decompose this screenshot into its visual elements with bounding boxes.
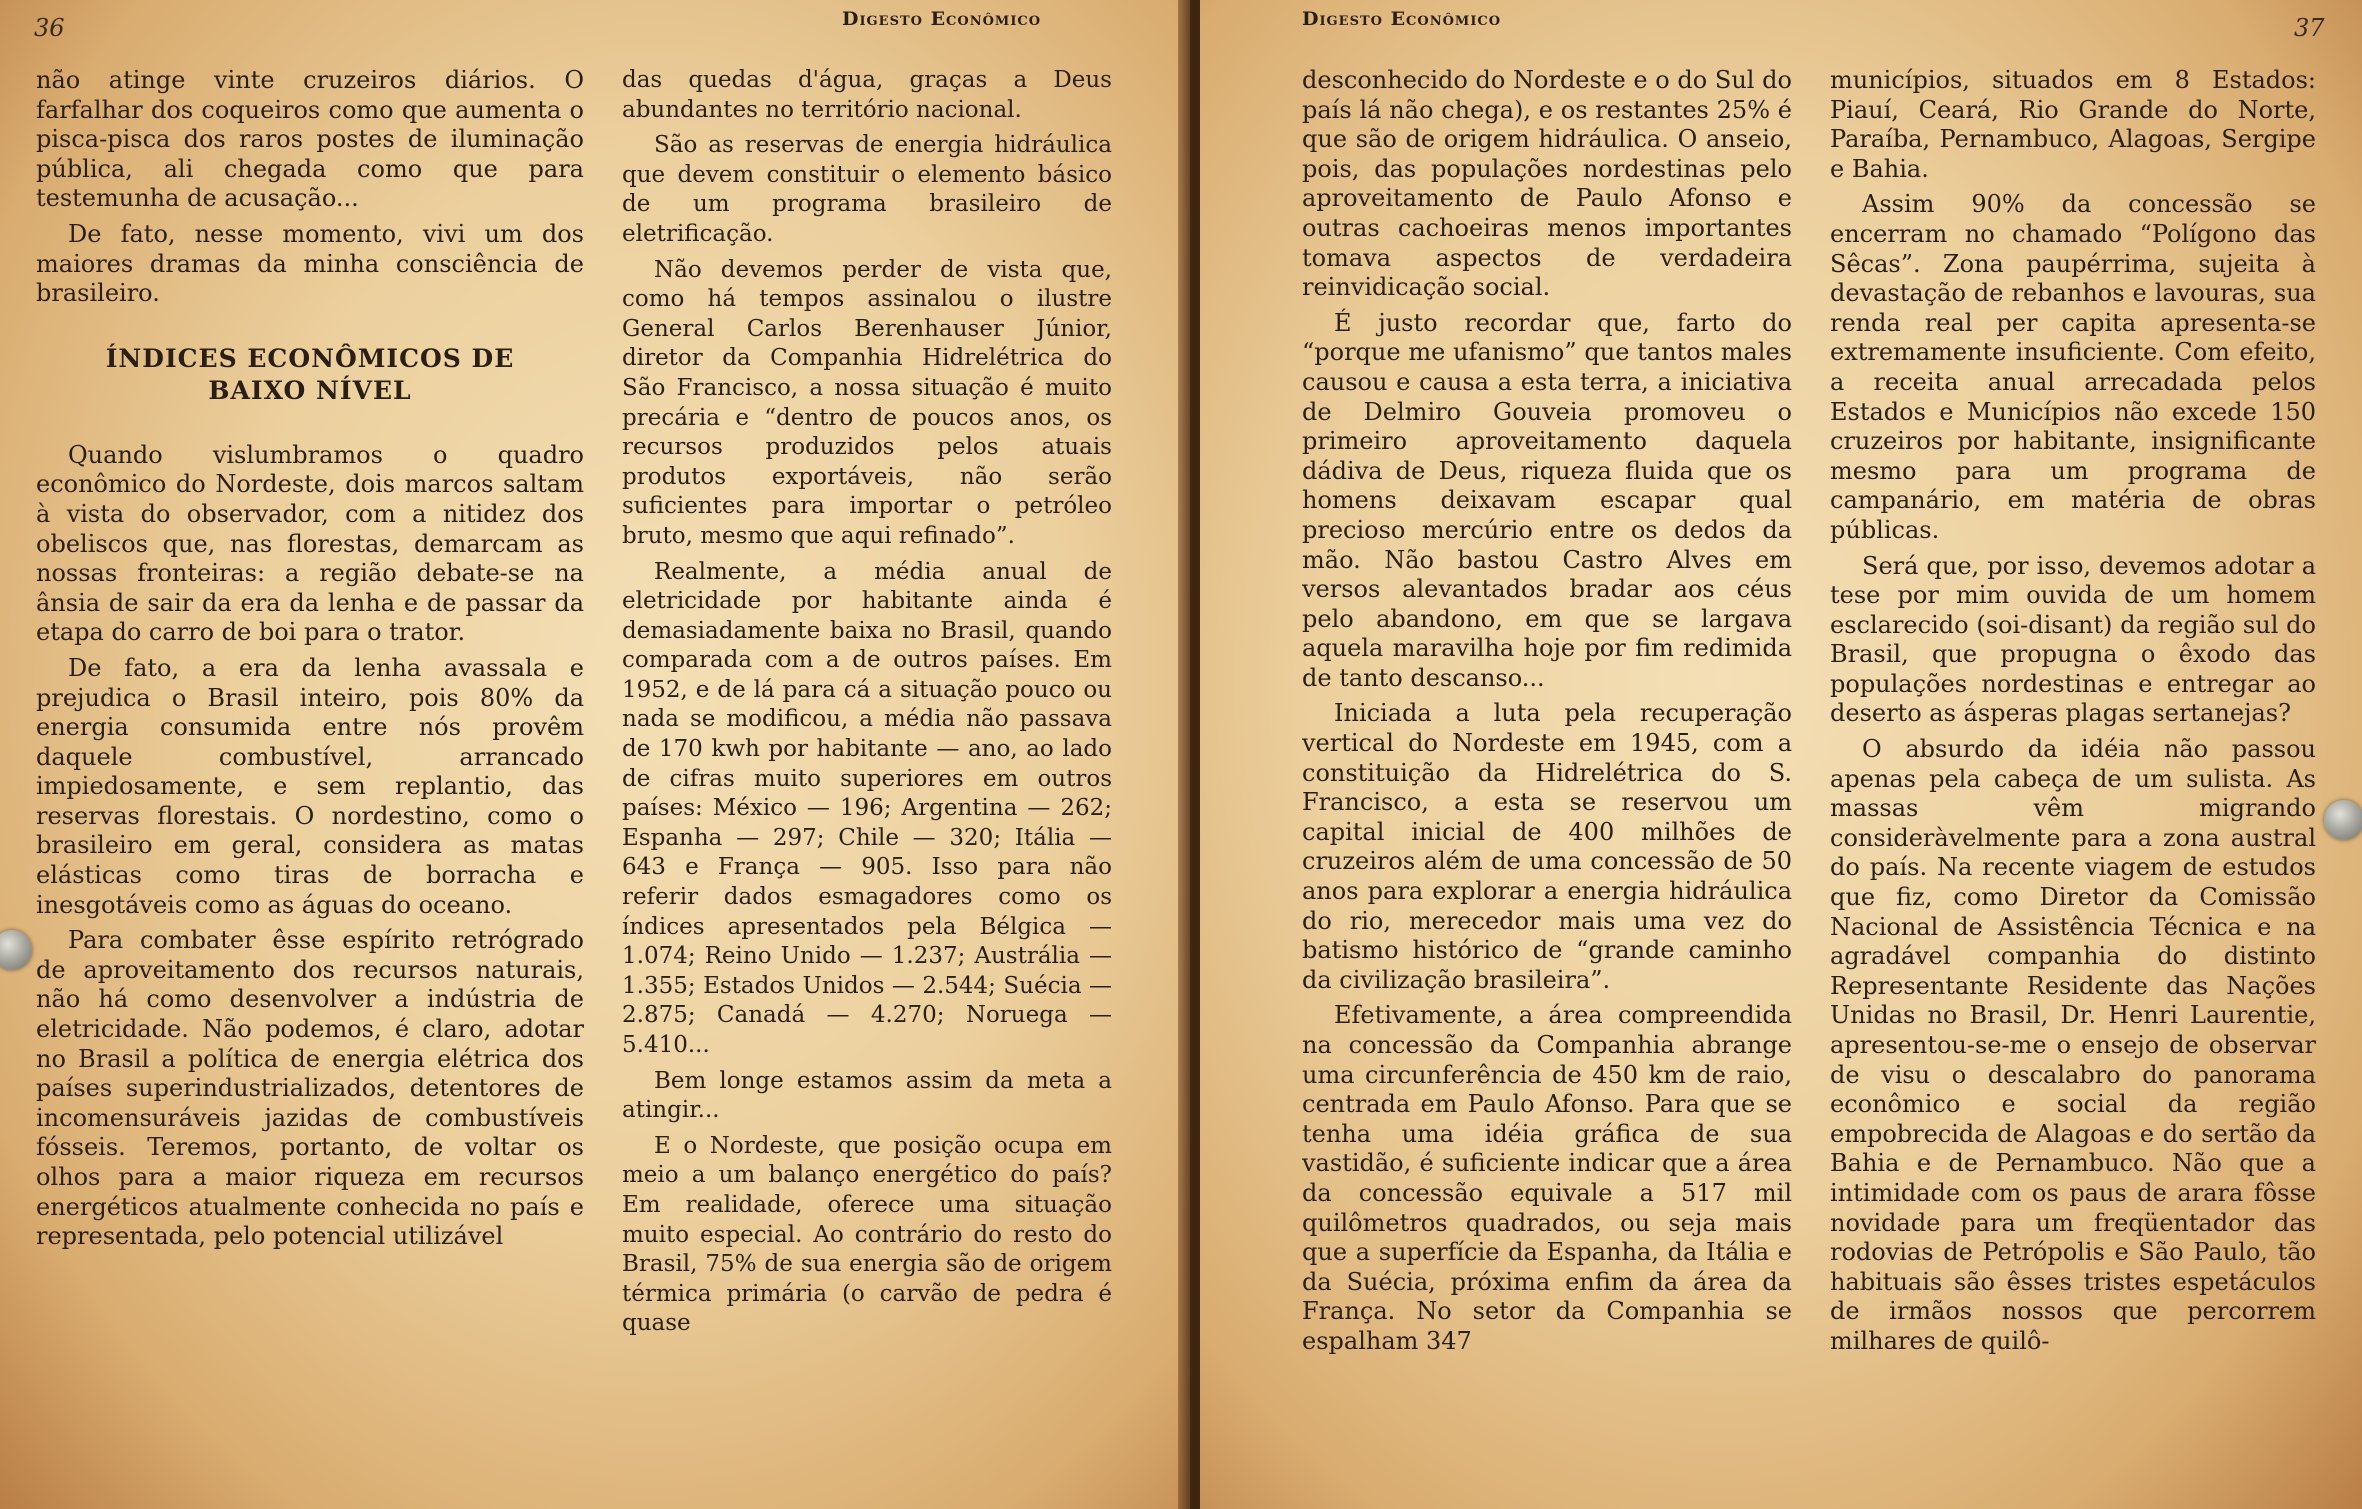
paragraph: É justo recordar que, farto do “porque me ufanismo” que tantos males causou e causa a esta terra, a iniciativa de Delmiro Gouveia promoveu o primeiro aproveitamento daquela dádiva de Deus, riqueza fluida que os homens deixavam escapar qual precioso mercúrio entre os dedos da mão. Não bastou Castro Alves em versos alevantados bradar aos céus pelo abandono, em que se largava aquela maravilha hoje por fim redimida de tanto descanso... (1302, 308, 1792, 692)
text-column-1 (36, 66, 584, 1258)
running-header: Digesto Econômico (1302, 8, 1502, 30)
text-column-1 (1302, 66, 1792, 1363)
paragraph: E o Nordeste, que posição ocupa em meio a um balanço energético do país? Em realidade, oferece uma situação muito especial. Ao contrário do resto do Brasil, 75% de sua energia são de origem térmica primária (o carvão de pedra é quase (622, 1132, 1112, 1337)
paragraph: municípios, situados em 8 Estados: Piauí, Ceará, Rio Grande do Norte, Paraíba, Pernambuco, Alagoas, Sergipe e Bahia. (1830, 66, 2316, 183)
staple-icon (0, 930, 32, 970)
paragraph: desconhecido do Nordeste e o do Sul do país lá não chega), e os restantes 25% é que são de origem hidráulica. O anseio, pois, das populações nordestinas pelo aproveitamento de Paulo Afonso e outras cachoeiras menos importantes tomava aspectos de verdadeira reinvidicação social. (1302, 66, 1792, 302)
text-column-2 (622, 66, 1112, 1345)
paragraph: De fato, a era da lenha avassala e prejudica o Brasil inteiro, pois 80% da energia consumida entre nós provêm daquele combustível, arrancado impiedosamente, e sem replantio, das reservas florestais. O nordestino, como o brasileiro em geral, considera as matas elásticas como tiras de borracha e inesgotáveis como as águas do oceano. (36, 653, 584, 919)
page-number: 36 (34, 14, 65, 42)
paragraph: Iniciada a luta pela recuperação vertical do Nordeste em 1945, com a constituição da Hidrelétrica do S. Francisco, a esta se reservou um capital inicial de 400 milhões de cruzeiros além de uma concessão de 50 anos para explorar a energia hidráulica do rio, merecedor mais uma vez do batismo histórico de “grande caminho da civilização brasileira”. (1302, 699, 1792, 994)
paragraph: Bem longe estamos assim da meta a atingir... (622, 1067, 1112, 1124)
section-heading (36, 343, 584, 407)
staple-icon (2324, 800, 2362, 840)
paragraph: Quando vislumbramos o quadro econômico do Nordeste, dois marcos saltam à vista do observador, com a nitidez dos obeliscos que, nas florestas, demarcam as nossas fronteiras: a região debate-se na ânsia de sair da era da lenha e de passar da etapa do carro de boi para o trator. (36, 440, 584, 647)
paragraph: Assim 90% da concessão se encerram no chamado “Polígono das Sêcas”. Zona paupérrima, sujeita à devastação de rebanhos e lavouras, sua renda real per capita apresenta-se extremamente insuficiente. Com efeito, a receita anual arrecadada pelos Estados e Municípios não excede 150 cruzeiros por habitante, insignificante mesmo para um programa de campanário, em matéria de obras públicas. (1830, 190, 2316, 544)
right-page (1200, 0, 2362, 1509)
paragraph: De fato, nesse momento, vivi um dos maiores dramas da minha consciência de brasileiro. (36, 219, 584, 308)
paragraph: Será que, por isso, devemos adotar a tese por mim ouvida de um homem esclarecido (soi-disant) da região sul do Brasil, que propugna o êxodo das populações nordestinas e entregar ao deserto as ásperas plagas sertanejas? (1830, 551, 2316, 728)
running-header: Digesto Econômico (842, 8, 1042, 30)
paragraph: Realmente, a média anual de eletricidade por habitante ainda é demasiadamente baixa no Brasil, quando comparada com a de outros países. Em 1952, e de lá para cá a situação pouco ou nada se modificou, a média não passava de 170 kwh por habitante — ano, ao lado de cifras muito superiores em outros países: México — 196; Argentina — 262; Espanha — 297; Chile — 320; Itália — 643 e França — 905. Isso para não referir dados esmagadores como os índices apresentados pela Bélgica — 1.074; Reino Unido — 1.237; Austrália — 1.355; Estados Unidos — 2.544; Suécia — 2.875; Canadá — 4.270; Noruega — 5.410... (622, 558, 1112, 1058)
paragraph: Não devemos perder de vista que, como há tempos assinalou o ilustre General Carlos Berenhauser Júnior, diretor da Companhia Hidrelétrica do São Francisco, a nossa situação é muito precária e “dentro de poucos anos, os recursos produzidos pelos atuais produtos exportáveis, não serão suficientes para importar o petróleo bruto, mesmo que aqui refinado”. (622, 256, 1112, 549)
paragraph: O absurdo da idéia não passou apenas pela cabeça de um sulista. As massas vêm migrando consideràvelmente para a zona austral do país. Na recente viagem de estudos que fiz, como Diretor da Comissão Nacional de Assistência Técnica e na agradável companhia do distinto Representante Residente das Nações Unidas no Brasil, Dr. Henri Laurentie, apresentou-se-me o ensejo de observar de visu o descalabro do panorama econômico e social da região empobrecida de Alagoas e do sertão da Bahia e de Pernambuco. Não que a intimidade com os paus de arara fôsse novidade para um freqüentador das rodovias de Petrópolis e São Paulo, tão habituais são êsses tristes espetáculos de irmãos nossos que percorrem milhares de quilô- (1830, 735, 2316, 1355)
heading-line: ÍNDICES ECONÔMICOS DE (105, 343, 515, 373)
paragraph: Efetivamente, a área compreendida na concessão da Companhia abrange uma circunferência de 450 km de raio, centrada em Paulo Afonso. Para que se tenha uma idéia gráfica de sua vastidão, é suficiente indicar que a área da concessão equivale a 517 mil quilômetros quadrados, ou seja mais que a superfície da Espanha, da Itália e da Suécia, próxima enfim da área da França. No setor da Companhia se espalham 347 (1302, 1001, 1792, 1355)
paragraph: não atinge vinte cruzeiros diários. O farfalhar dos coqueiros como que aumenta o pisca-pisca dos raros postes de iluminação pública, ali chegada como que para testemunha de acusação... (36, 66, 584, 213)
text-column-2 (1830, 66, 2316, 1363)
paragraph: Para combater êsse espírito retrógrado de aproveitamento dos recursos naturais, não há como desenvolver a indústria de eletricidade. Não podemos, é claro, adotar no Brasil a política de energia elétrica dos países superindustrializados, detentores de incomensuráveis jazidas de combustíveis fósseis. Teremos, portanto, de voltar os olhos para a maior riqueza em recursos energéticos atualmente conhecida no país e representada, pelo potencial utilizável (36, 926, 584, 1251)
paragraph: São as reservas de energia hidráulica que devem constituir o elemento básico de um programa brasileiro de eletrificação. (622, 132, 1112, 247)
heading-line: BAIXO NÍVEL (208, 375, 412, 405)
page-number: 37 (2294, 14, 2325, 42)
paragraph: das quedas d'água, graças a Deus abundantes no território nacional. (622, 67, 1112, 123)
